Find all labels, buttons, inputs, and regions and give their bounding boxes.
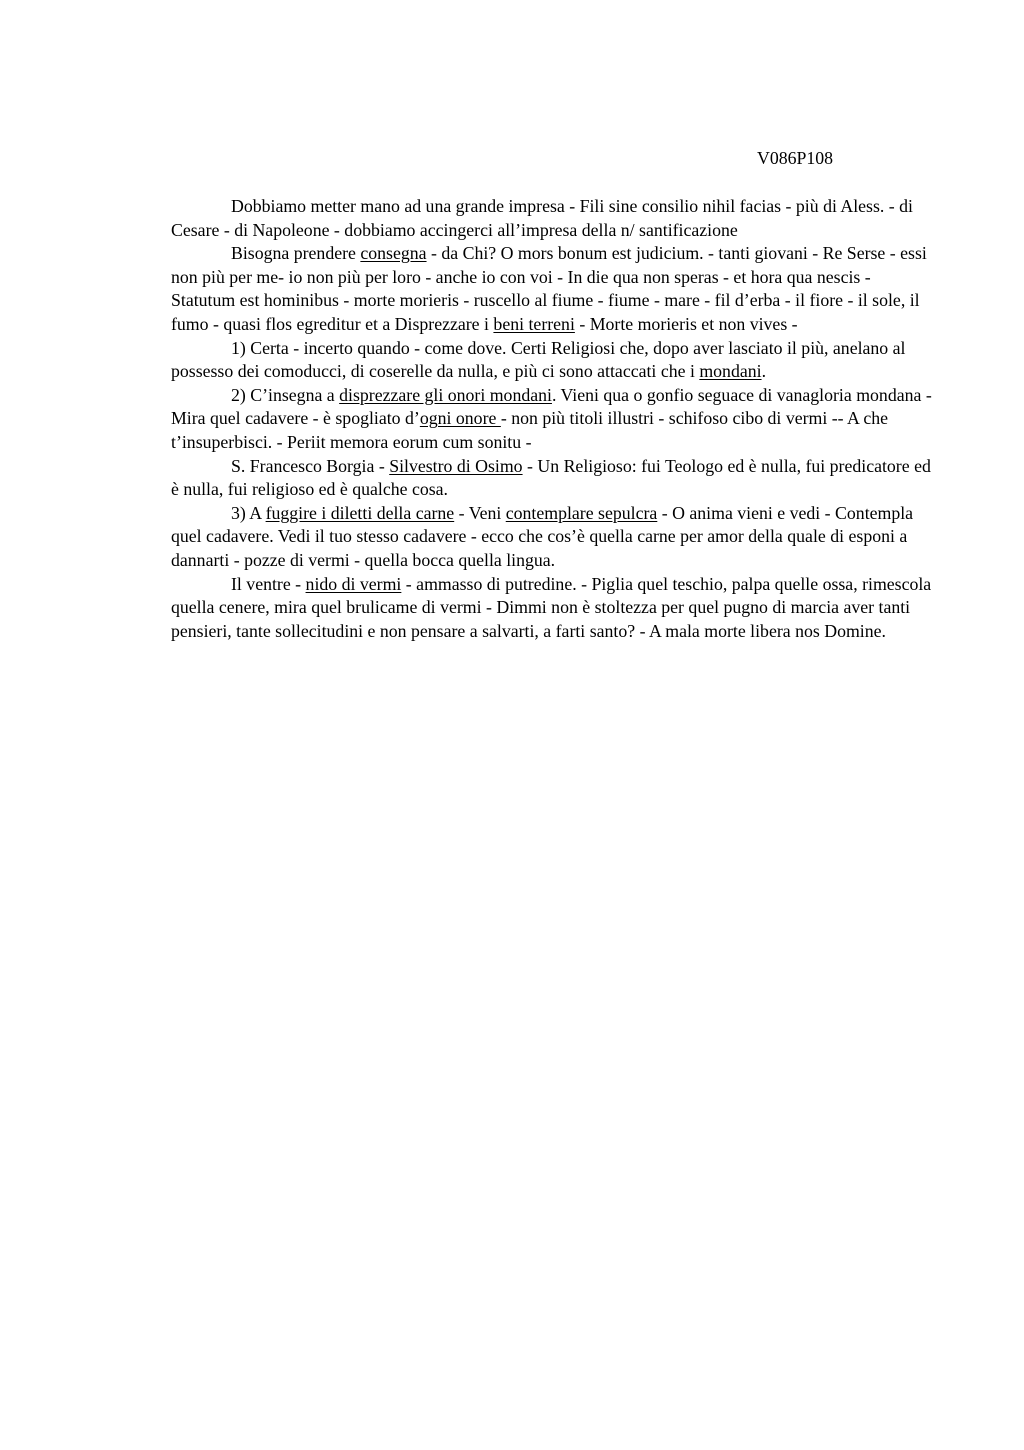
text-segment: . Vieni qua o gonfio seguace di vanagloria mondana - Mira quel cadavere - è spogliato d’ <box>171 384 932 429</box>
paragraph-point-2 <box>171 384 933 455</box>
paragraph-ventre <box>171 573 933 644</box>
text-segment: 2) C’insegna a <box>231 384 340 405</box>
page-identifier: V086P108 <box>757 148 834 168</box>
text-segment: S. Francesco Borgia - <box>231 455 390 476</box>
text-segment: - O anima vieni e vedi - Contempla quel cadavere. Vedi il tuo stesso cadavere - ecco che cos’è quella carne per amor della quale di esponi a dannarti - pozze di vermi - quella bocca quella lingua. <box>171 502 914 570</box>
document-body <box>171 195 933 643</box>
text-segment: Dobbiamo metter mano ad una grande impresa - Fili sine consilio nihil facias - più di Aless. - di Cesare - di Napoleone - dobbiamo accingerci all’impresa della n/ santificazione <box>171 196 913 240</box>
text-segment: . <box>761 361 767 382</box>
underlined-phrase: consegna <box>360 243 427 264</box>
underlined-phrase: Silvestro di Osimo <box>389 455 523 476</box>
text-segment: - non più titoli illustri - schifoso cibo di vermi -- A che t’insuperbisci. - Periit memora eorum cum sonitu - <box>171 408 889 452</box>
text-segment: - Veni <box>454 502 506 523</box>
text-segment: - Un Religioso: fui Teologo ed è nulla, fui predicatore ed è nulla, fui religioso ed è qualche cosa. <box>171 455 931 500</box>
text-segment: 1) Certa - incerto quando - come dove. Certi Religiosi che, dopo aver lasciato il più, anelano al possesso dei comoducci, di coserelle da nulla, e più ci sono attaccati che i <box>171 337 906 382</box>
underlined-phrase: beni terreni <box>493 313 575 334</box>
paragraph-intro <box>171 195 933 242</box>
paragraph-borgia <box>171 455 933 502</box>
paragraph-point-3 <box>171 502 933 573</box>
text-segment: - da Chi? O mors bonum est judicium. - tanti giovani - Re Serse - essi non più per me- io non più per loro - anche io con voi - In die qua non speras - et hora qua nescis - Statutum est hominibus - morte morieris - ruscello al fiume - fiume - mare - fil d’erba - il fiore - il sole, il fumo - quasi flos egreditur et a Disprezzare i <box>171 243 927 334</box>
underlined-phrase: contemplare sepulcra <box>505 502 658 523</box>
text-segment: - Morte morieris et non vives - <box>574 313 798 334</box>
text-segment: 3) A <box>231 502 266 523</box>
text-segment: Il ventre - <box>231 573 306 594</box>
paragraph-point-1 <box>171 337 933 384</box>
underlined-phrase: mondani <box>699 361 762 382</box>
underlined-phrase: nido di vermi <box>305 573 402 594</box>
paragraph-consegna <box>171 242 933 336</box>
underlined-phrase: fuggire i diletti della carne <box>265 502 455 523</box>
text-segment: - ammasso di putredine. - Piglia quel teschio, palpa quelle ossa, rimescola quella cenere, mira quel brulicame di vermi - Dimmi non è stoltezza per quel pugno di marcia aver tanti pensieri, tante sollecitudini e non pensare a salvarti, a farti santo? - A mala morte libera nos Domine. <box>171 573 932 641</box>
underlined-phrase: ogni onore <box>419 408 501 429</box>
underlined-phrase: disprezzare gli onori mondani <box>339 384 552 405</box>
text-segment: Bisogna prendere <box>231 243 361 264</box>
